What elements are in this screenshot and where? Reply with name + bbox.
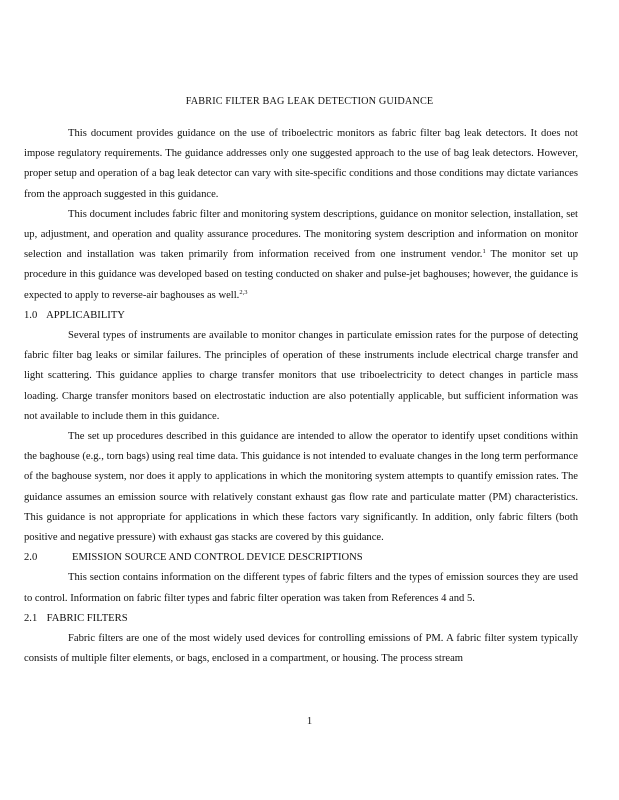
section-1-paragraph-2: The set up procedures described in this guidance are intended to allow the operator to identify upset conditions within the baghouse (e.g., torn bags) using real time data. This guidance is not intended to evaluate changes in the long term performance of the baghouse system, nor does it apply to applications in which the monitoring system attempts to quantify emission rates. The guidance assumes an emission source with relatively constant exhaust gas flow rate and particulate matter (PM) characteristics. This guidance is not appropriate for applications in which these factors vary significantly. In addition, only fabric filters (both positive and negative pressure) with exhaust gas stacks are covered by this guidance. bbox=[24, 431, 578, 544]
section-2-1-title: FABRIC FILTERS bbox=[46, 612, 128, 624]
footnote-ref-2: 2,3 bbox=[239, 288, 248, 296]
section-1-paragraph-1: Several types of instruments are available to monitor changes in particulate emission rates for the purpose of detecting fabric filter bag leaks or similar failures. The principles of operation of these instruments include electrical charge transfer and light scattering. This guidance applies to charge transfer monitors that use triboelectricity to detect changes in particle mass loading. Charge transfer monitors based on electrostatic induction are also potentially applicable, but sufficient information was not available to include them in this guidance. bbox=[24, 330, 578, 422]
section-2-number: 2.0 bbox=[24, 552, 38, 564]
section-2-title: EMISSION SOURCE AND CONTROL DEVICE DESCRIPTIONS bbox=[72, 552, 363, 564]
section-1-number: 1.0 bbox=[24, 309, 38, 321]
section-2-paragraph-1: This section contains information on the different types of fabric filters and the types of emission sources they are used to control. Information on fabric filter types and fabric filter operation was taken from References 4 and 5. bbox=[24, 572, 578, 604]
intro-paragraph-2-part-a: This document includes fabric filter and monitoring system descriptions, guidance on monitor selection, installation, set up, adjustment, and operation and quality assurance procedures. The monitoring system description and information on monitor selection and installation was taken primarily from information received from one instrument vendor. bbox=[24, 208, 578, 261]
intro-paragraph-2-part-b: The monitor set up procedure in this guidance was developed based on testing conducted on shaker and pulse-jet baghouses; however, the guidance is expected to apply to reverse-air baghouses as well. bbox=[24, 249, 579, 301]
section-1-heading bbox=[24, 306, 578, 326]
section-1-title: APPLICABILITY bbox=[46, 309, 125, 321]
intro-paragraph-2 bbox=[24, 205, 578, 306]
page-number: 1 bbox=[306, 716, 313, 727]
footnote-ref-1: 1 bbox=[482, 248, 486, 256]
document-title: FABRIC FILTER BAG LEAK DETECTION GUIDANCE bbox=[185, 96, 434, 107]
document-body bbox=[24, 124, 578, 669]
section-2-heading bbox=[24, 548, 578, 568]
section-2-1-heading bbox=[24, 609, 578, 629]
section-2-1-number: 2.1 bbox=[24, 612, 38, 624]
section-2-1-paragraph-1: Fabric filters are one of the most widely used devices for controlling emissions of PM. A fabric filter system typically consists of multiple filter elements, or bags, enclosed in a compartment, or housing. The process stream bbox=[24, 633, 578, 665]
intro-paragraph-1: This document provides guidance on the use of triboelectric monitors as fabric filter bag leak detectors. It does not impose regulatory requirements. The guidance addresses only one suggested approach to the use of bag leak detectors. However, proper setup and operation of a bag leak detector can vary with site-specific conditions and those conditions may dictate variances from the approach suggested in this guidance. bbox=[24, 128, 578, 200]
